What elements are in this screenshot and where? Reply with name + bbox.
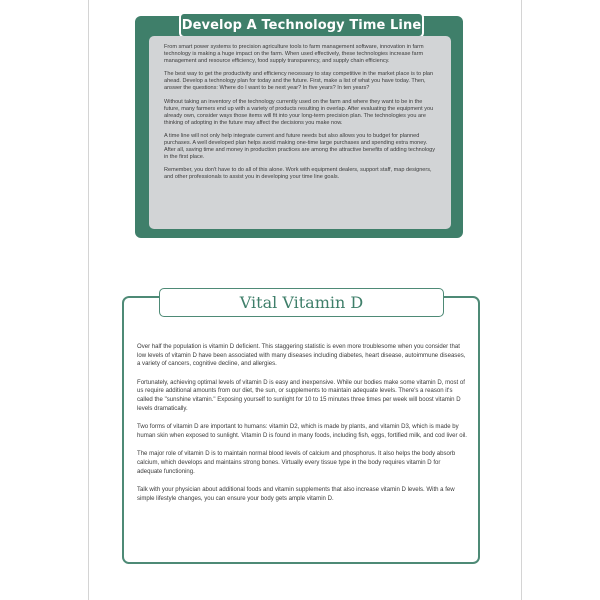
vitamin-paragraph: Two forms of vitamin D are important to humans: vitamin D2, which is made by plants, and vitamin D3, which is made by human skin when exposed to sunlight. Vitamin D is found in many foods, including fish, eggs, fortified milk, and cod liver oil. [137,424,467,439]
tech-section-body [149,36,451,229]
tech-section-title-tab [179,12,424,38]
tech-paragraph: Remember, you don't have to do all of this alone. Work with equipment dealers, support staff, map designers, and other professionals to assist you in developing your time line goals. [164,167,432,181]
vitamin-section-body [137,343,467,513]
tech-section-title: Develop A Technology Time Line [181,17,422,33]
tech-paragraph: Without taking an inventory of the technology currently used on the farm and where they want to be in the future, many farmers end up with a variety of products resulting in overlap. After evaluating the equipment you already own, consider ways those items will fit into your long-term precision plan. The technologies you are thinking of adopting in the future may affect the decisions you make now. [164,98,434,126]
vitamin-section-title: Vital Vitamin D [239,293,364,312]
vitamin-paragraph: Talk with your physician about additional foods and vitamin supplements that also increase vitamin D levels. With a few simple lifestyle changes, you can ensure your body gets ample vitamin D. [137,487,455,502]
tech-paragraph: A time line will not only help integrate current and future needs but also allows you to budget for planned purchases. A well developed plan helps avoid making one-time large purchases and spending extra money. After all, saving time and money in production practices are among the attractive benefits of adding technology in the first place. [164,132,436,161]
tech-paragraph: From smart power systems to precision agriculture tools to farm management software, innovation in farm technology is making a huge impact on the farm. When used effectively, these technologies increase farm management and resource efficiency, food supply transparency, and supply chain efficiency. [164,44,424,65]
vitamin-section-title-tab [159,288,444,317]
vitamin-paragraph: The major role of vitamin D is to maintain normal blood levels of calcium and phosphorus. It also helps the body absorb calcium, which develops and maintains strong bones. Virtually every tissue type in the body requires vitamin D for adequate functioning. [137,451,456,475]
vitamin-paragraph: Over half the population is vitamin D deficient. This staggering statistic is even more troublesome when you consider that low levels of vitamin D have been associated with many diseases including diabetes, heart disease, autoimmune diseases, a variety of cancers, cognitive decline, and allergies. [137,344,466,368]
vitamin-paragraph: Fortunately, achieving optimal levels of vitamin D is easy and inexpensive. While our bodies make some vitamin D, most of us require additional amounts from our diet, the sun, or supplements to maintain adequate levels. There's a reason it's called the "sunshine vitamin." Exposing yourself to sunlight for 10 to 15 minutes three times per week will boost vitamin D levels dramatically. [137,379,465,412]
tech-paragraph: The best way to get the productivity and efficiency necessary to stay competitive in the market place is to plan ahead. Develop a technology plan for today and the future. First, make a list of what you have today. Then, answer the questions: Where do I want to be next year? In five years? In ten years? [164,71,434,92]
